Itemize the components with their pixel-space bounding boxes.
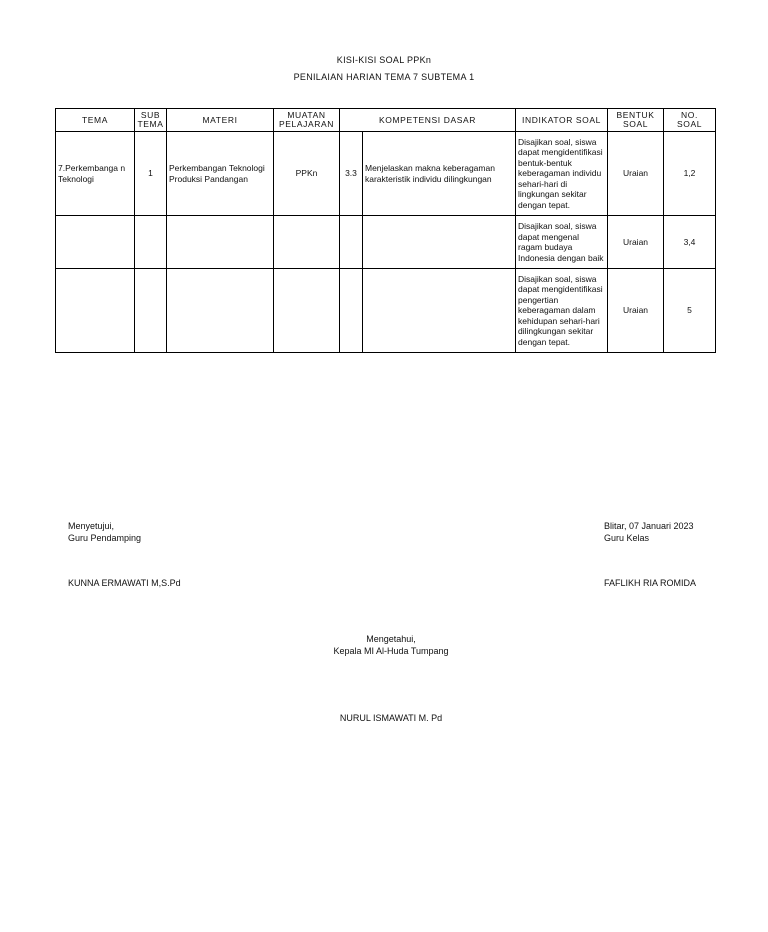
approval-block-left <box>68 520 141 544</box>
approval-label: Mengetahui, <box>366 634 416 644</box>
header-indikator: INDIKATOR SOAL <box>516 109 608 132</box>
cell-materi <box>167 216 274 269</box>
place-date: Blitar, 07 Januari 2023 <box>604 521 694 531</box>
cell-indikator: Disajikan soal, siswa dapat mengidentifikasi pengertian keberagaman dalam kehidupan sehari-hari dilingkungan sekitar dengan tepat. <box>516 269 608 353</box>
approval-role: Guru Kelas <box>604 533 650 543</box>
cell-bentuk: Uraian <box>608 132 664 216</box>
table-header-row <box>56 109 716 132</box>
cell-kd-text <box>363 216 516 269</box>
header-no: NO. SOAL <box>664 109 716 132</box>
header-muatan: MUATAN PELAJARAN <box>274 109 340 132</box>
header-tema: TEMA <box>56 109 135 132</box>
approval-block-right <box>604 520 694 544</box>
cell-materi: Perkembangan Teknologi Produksi Pandangan <box>167 132 274 216</box>
cell-kd-number <box>340 269 363 353</box>
header-materi: MATERI <box>167 109 274 132</box>
cell-muatan <box>274 269 340 353</box>
signatory-name-left: KUNNA ERMAWATI M,S.Pd <box>68 578 181 588</box>
kisi-kisi-table <box>55 108 716 353</box>
cell-indikator: Disajikan soal, siswa dapat mengenal ragam budaya Indonesia dengan baik <box>516 216 608 269</box>
approval-block-head <box>0 633 768 657</box>
cell-tema <box>56 269 135 353</box>
cell-no: 3,4 <box>664 216 716 269</box>
table-row <box>56 269 716 353</box>
approval-role: Guru Pendamping <box>68 533 142 543</box>
cell-tema: 7.Perkembanga n Teknologi <box>56 132 135 216</box>
cell-bentuk: Uraian <box>608 269 664 353</box>
cell-subtema <box>135 216 167 269</box>
header-kompetensi: KOMPETENSI DASAR <box>340 109 516 132</box>
cell-no: 1,2 <box>664 132 716 216</box>
cell-subtema: 1 <box>135 132 167 216</box>
cell-kd-text <box>363 269 516 353</box>
cell-no: 5 <box>664 269 716 353</box>
cell-muatan: PPKn <box>274 132 340 216</box>
approval-label: Menyetujui, <box>68 521 115 531</box>
cell-indikator: Disajikan soal, siswa dapat mengidentifikasi bentuk-bentuk keberagaman individu sehari-hari di lingkungan sekitar dengan tepat. <box>516 132 608 216</box>
approval-role: Kepala MI Al-Huda Tumpang <box>333 646 449 656</box>
signatory-name-right: FAFLIKH RIA ROMIDA <box>604 578 697 588</box>
table-row <box>56 216 716 269</box>
cell-materi <box>167 269 274 353</box>
cell-bentuk: Uraian <box>608 216 664 269</box>
cell-kd-number: 3.3 <box>340 132 363 216</box>
cell-subtema <box>135 269 167 353</box>
document-subtitle: PENILAIAN HARIAN TEMA 7 SUBTEMA 1 <box>293 72 475 82</box>
cell-kd-number <box>340 216 363 269</box>
header-subtema: SUB TEMA <box>135 109 167 132</box>
document-title: KISI-KISI SOAL PPKn <box>336 55 432 65</box>
cell-muatan <box>274 216 340 269</box>
cell-kd-text: Menjelaskan makna keberagaman karakteristik individu dilingkungan <box>363 132 516 216</box>
header-bentuk: BENTUK SOAL <box>608 109 664 132</box>
table-row <box>56 132 716 216</box>
signatory-name-head: NURUL ISMAWATI M. Pd <box>339 713 443 723</box>
cell-tema <box>56 216 135 269</box>
